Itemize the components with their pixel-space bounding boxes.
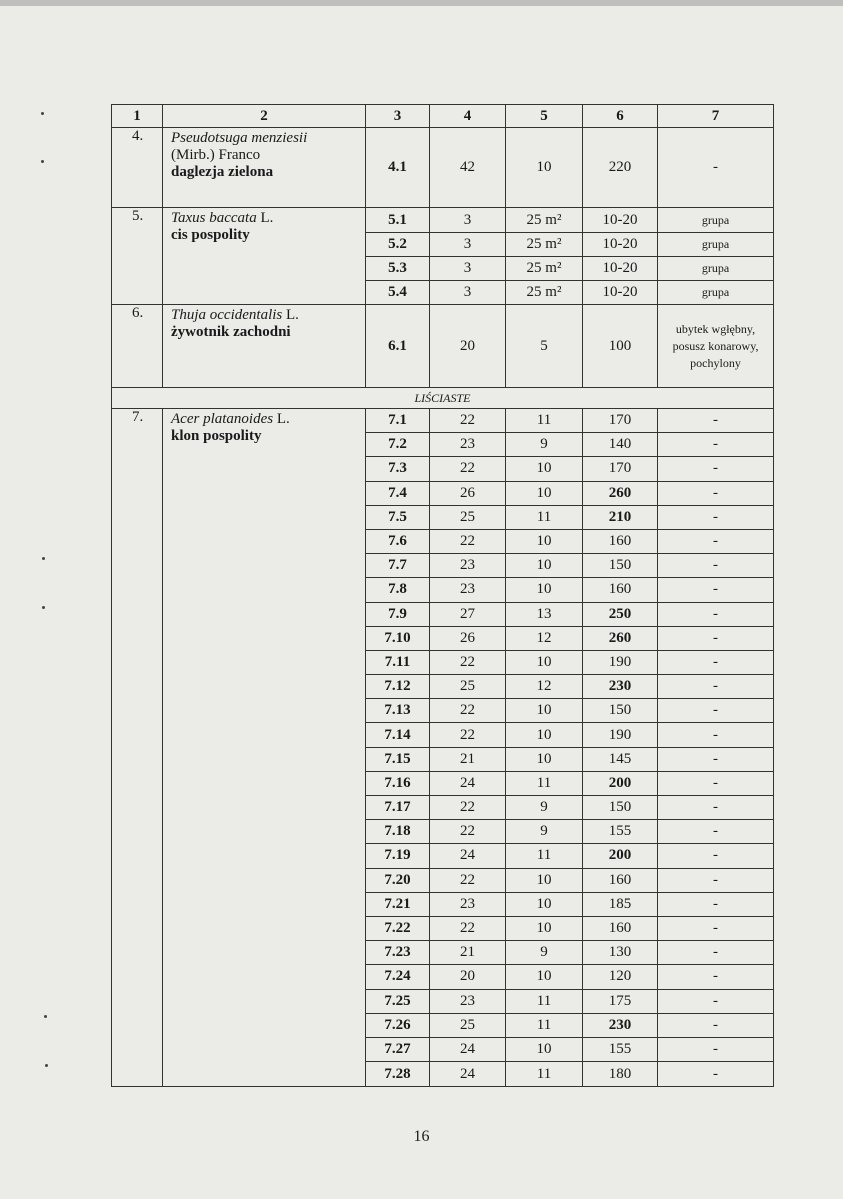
tree-number: 5.4 (366, 281, 430, 305)
tree-height: 3 (430, 233, 506, 257)
tree-circumference: 170 (583, 409, 658, 433)
tree-height: 24 (430, 1062, 506, 1087)
species-lp-cell: 5. (112, 208, 163, 305)
tree-circumference: 150 (583, 796, 658, 820)
tree-notes: - (658, 1062, 774, 1087)
tree-number: 7.17 (366, 796, 430, 820)
tree-height: 22 (430, 868, 506, 892)
tree-height: 27 (430, 602, 506, 626)
tree-circumference: 150 (583, 554, 658, 578)
tree-number: 7.24 (366, 965, 430, 989)
tree-notes: - (658, 844, 774, 868)
tree-notes: - (658, 505, 774, 529)
tree-crown: 10 (506, 916, 583, 940)
tree-circumference: 260 (583, 626, 658, 650)
tree-height: 22 (430, 409, 506, 433)
tree-height: 23 (430, 892, 506, 916)
species-name-cell (163, 128, 366, 208)
tree-height: 26 (430, 481, 506, 505)
tree-notes: - (658, 1013, 774, 1037)
species-name-cell (163, 208, 366, 305)
tree-number: 7.5 (366, 505, 430, 529)
tree-crown: 12 (506, 675, 583, 699)
tree-notes: - (658, 771, 774, 795)
tree-height: 22 (430, 457, 506, 481)
tree-number: 7.18 (366, 820, 430, 844)
tree-notes: - (658, 699, 774, 723)
species-latin-name: Acer platanoides (171, 411, 274, 427)
tree-circumference: 230 (583, 1013, 658, 1037)
tree-notes: - (658, 965, 774, 989)
species-lp-cell: 6. (112, 305, 163, 388)
tree-notes: - (658, 892, 774, 916)
tree-circumference: 185 (583, 892, 658, 916)
species-name-cell (163, 305, 366, 388)
scan-speck (41, 112, 44, 115)
tree-number: 7.25 (366, 989, 430, 1013)
tree-circumference: 200 (583, 844, 658, 868)
tree-number: 7.23 (366, 941, 430, 965)
tree-number: 7.26 (366, 1013, 430, 1037)
scan-top-edge (0, 0, 843, 6)
table-row (112, 128, 774, 208)
tree-crown: 11 (506, 505, 583, 529)
tree-circumference: 100 (583, 305, 658, 388)
tree-notes: - (658, 941, 774, 965)
tree-crown: 10 (506, 128, 583, 208)
table-row (112, 208, 774, 233)
tree-number: 7.3 (366, 457, 430, 481)
tree-notes: - (658, 1037, 774, 1061)
tree-number: 5.1 (366, 208, 430, 233)
tree-height: 23 (430, 989, 506, 1013)
tree-circumference: 10-20 (583, 257, 658, 281)
tree-crown: 11 (506, 409, 583, 433)
tree-circumference: 190 (583, 650, 658, 674)
species-latin-line (171, 307, 361, 324)
tree-crown: 10 (506, 481, 583, 505)
scan-speck (42, 606, 45, 609)
tree-number: 7.28 (366, 1062, 430, 1087)
tree-number: 7.14 (366, 723, 430, 747)
species-author: L. (260, 210, 274, 226)
species-latin-line (171, 130, 361, 147)
column-number-header-row (112, 105, 774, 128)
tree-circumference: 250 (583, 602, 658, 626)
tree-height: 20 (430, 965, 506, 989)
species-polish-name: daglezja zielona (171, 164, 274, 180)
species-lp-cell: 4. (112, 128, 163, 208)
tree-crown: 9 (506, 941, 583, 965)
tree-circumference: 160 (583, 916, 658, 940)
tree-height: 22 (430, 529, 506, 553)
tree-circumference: 150 (583, 699, 658, 723)
tree-circumference: 175 (583, 989, 658, 1013)
tree-circumference: 230 (583, 675, 658, 699)
tree-notes: - (658, 747, 774, 771)
column-header: 4 (430, 105, 506, 128)
tree-number: 7.11 (366, 650, 430, 674)
species-author: (Mirb.) Franco (171, 147, 261, 163)
page-number: 16 (413, 1128, 430, 1145)
tree-crown: 10 (506, 650, 583, 674)
tree-crown: 10 (506, 699, 583, 723)
scan-speck (44, 1015, 47, 1018)
table-body (112, 105, 774, 1087)
tree-notes: - (658, 554, 774, 578)
tree-notes: - (658, 675, 774, 699)
tree-crown: 12 (506, 626, 583, 650)
tree-number: 7.6 (366, 529, 430, 553)
tree-number: 7.21 (366, 892, 430, 916)
tree-height: 42 (430, 128, 506, 208)
tree-height: 25 (430, 1013, 506, 1037)
scan-speck (45, 1064, 48, 1067)
tree-number: 7.20 (366, 868, 430, 892)
species-latin-line (171, 210, 361, 227)
tree-number: 7.7 (366, 554, 430, 578)
tree-height: 3 (430, 281, 506, 305)
tree-circumference: 210 (583, 505, 658, 529)
section-row (112, 388, 774, 409)
tree-crown: 10 (506, 457, 583, 481)
tree-notes: - (658, 578, 774, 602)
tree-height: 25 (430, 505, 506, 529)
tree-height: 26 (430, 626, 506, 650)
tree-crown: 11 (506, 1013, 583, 1037)
tree-crown: 9 (506, 820, 583, 844)
tree-number: 7.8 (366, 578, 430, 602)
tree-crown: 25 m² (506, 281, 583, 305)
tree-height: 24 (430, 771, 506, 795)
section-label: LIŚCIASTE (112, 388, 774, 409)
tree-notes: grupa (658, 208, 774, 233)
table-row (112, 409, 774, 433)
species-latin-name: Thuja occidentalis (171, 307, 283, 323)
tree-height: 21 (430, 941, 506, 965)
tree-height: 3 (430, 208, 506, 233)
species-name-cell (163, 409, 366, 1087)
column-header: 2 (163, 105, 366, 128)
species-polish-name: klon pospolity (171, 428, 262, 444)
tree-crown: 10 (506, 1037, 583, 1061)
tree-crown: 10 (506, 529, 583, 553)
tree-circumference: 170 (583, 457, 658, 481)
species-latin-name: Pseudotsuga menziesii (171, 130, 308, 146)
tree-notes: - (658, 433, 774, 457)
tree-height: 23 (430, 554, 506, 578)
tree-crown: 10 (506, 578, 583, 602)
tree-notes: - (658, 796, 774, 820)
tree-height: 23 (430, 433, 506, 457)
species-author: L. (286, 307, 299, 323)
tree-notes: ubytek wgłębny, posusz konarowy, pochylony (658, 305, 774, 388)
tree-circumference: 160 (583, 868, 658, 892)
column-header: 7 (658, 105, 774, 128)
tree-notes: - (658, 409, 774, 433)
tree-crown: 11 (506, 771, 583, 795)
tree-number: 7.15 (366, 747, 430, 771)
tree-circumference: 145 (583, 747, 658, 771)
tree-notes: - (658, 626, 774, 650)
tree-circumference: 200 (583, 771, 658, 795)
tree-circumference: 180 (583, 1062, 658, 1087)
tree-crown: 5 (506, 305, 583, 388)
tree-circumference: 160 (583, 529, 658, 553)
tree-notes: grupa (658, 281, 774, 305)
tree-notes: - (658, 820, 774, 844)
column-header: 5 (506, 105, 583, 128)
tree-height: 22 (430, 723, 506, 747)
tree-number: 7.1 (366, 409, 430, 433)
species-latin-name: Taxus baccata (171, 210, 257, 226)
species-polish-name: cis pospolity (171, 227, 250, 243)
tree-crown: 25 m² (506, 208, 583, 233)
tree-height: 22 (430, 820, 506, 844)
tree-circumference: 260 (583, 481, 658, 505)
tree-notes: - (658, 989, 774, 1013)
tree-notes: - (658, 457, 774, 481)
tree-crown: 10 (506, 554, 583, 578)
tree-circumference: 10-20 (583, 233, 658, 257)
tree-notes: - (658, 481, 774, 505)
tree-height: 20 (430, 305, 506, 388)
tree-number: 7.16 (366, 771, 430, 795)
tree-crown: 11 (506, 1062, 583, 1087)
species-latin-line (171, 411, 361, 428)
tree-number: 7.27 (366, 1037, 430, 1061)
tree-number: 7.10 (366, 626, 430, 650)
tree-crown: 10 (506, 723, 583, 747)
tree-circumference: 155 (583, 820, 658, 844)
column-header: 1 (112, 105, 163, 128)
column-header: 3 (366, 105, 430, 128)
tree-inventory-table (111, 104, 774, 1087)
tree-number: 7.4 (366, 481, 430, 505)
tree-crown: 10 (506, 747, 583, 771)
species-polish-name: żywotnik zachodni (171, 324, 291, 340)
tree-notes: - (658, 128, 774, 208)
tree-number: 5.3 (366, 257, 430, 281)
tree-circumference: 140 (583, 433, 658, 457)
species-author: L. (276, 411, 290, 427)
tree-crown: 10 (506, 868, 583, 892)
tree-crown: 9 (506, 796, 583, 820)
tree-number: 7.9 (366, 602, 430, 626)
tree-height: 24 (430, 1037, 506, 1061)
tree-crown: 9 (506, 433, 583, 457)
tree-height: 22 (430, 699, 506, 723)
tree-circumference: 160 (583, 578, 658, 602)
tree-height: 23 (430, 578, 506, 602)
tree-crown: 25 m² (506, 233, 583, 257)
tree-circumference: 10-20 (583, 281, 658, 305)
tree-notes: grupa (658, 233, 774, 257)
tree-notes: - (658, 529, 774, 553)
tree-number: 4.1 (366, 128, 430, 208)
tree-height: 3 (430, 257, 506, 281)
tree-number: 7.12 (366, 675, 430, 699)
tree-number: 7.19 (366, 844, 430, 868)
tree-circumference: 130 (583, 941, 658, 965)
tree-height: 24 (430, 844, 506, 868)
species-lp-cell: 7. (112, 409, 163, 1087)
tree-circumference: 10-20 (583, 208, 658, 233)
tree-crown: 13 (506, 602, 583, 626)
tree-crown: 11 (506, 844, 583, 868)
tree-number: 6.1 (366, 305, 430, 388)
scan-speck (41, 160, 44, 163)
tree-notes: - (658, 602, 774, 626)
tree-notes: - (658, 916, 774, 940)
tree-circumference: 120 (583, 965, 658, 989)
tree-height: 22 (430, 650, 506, 674)
tree-notes: - (658, 723, 774, 747)
tree-number: 5.2 (366, 233, 430, 257)
tree-crown: 10 (506, 965, 583, 989)
tree-circumference: 190 (583, 723, 658, 747)
tree-crown: 25 m² (506, 257, 583, 281)
tree-circumference: 155 (583, 1037, 658, 1061)
tree-height: 22 (430, 916, 506, 940)
tree-notes: grupa (658, 257, 774, 281)
tree-height: 22 (430, 796, 506, 820)
tree-notes: - (658, 868, 774, 892)
tree-crown: 11 (506, 989, 583, 1013)
tree-circumference: 220 (583, 128, 658, 208)
scan-speck (42, 557, 45, 560)
column-header: 6 (583, 105, 658, 128)
tree-crown: 10 (506, 892, 583, 916)
tree-height: 21 (430, 747, 506, 771)
tree-number: 7.2 (366, 433, 430, 457)
tree-height: 25 (430, 675, 506, 699)
tree-number: 7.22 (366, 916, 430, 940)
tree-number: 7.13 (366, 699, 430, 723)
table-row (112, 305, 774, 388)
tree-notes: - (658, 650, 774, 674)
